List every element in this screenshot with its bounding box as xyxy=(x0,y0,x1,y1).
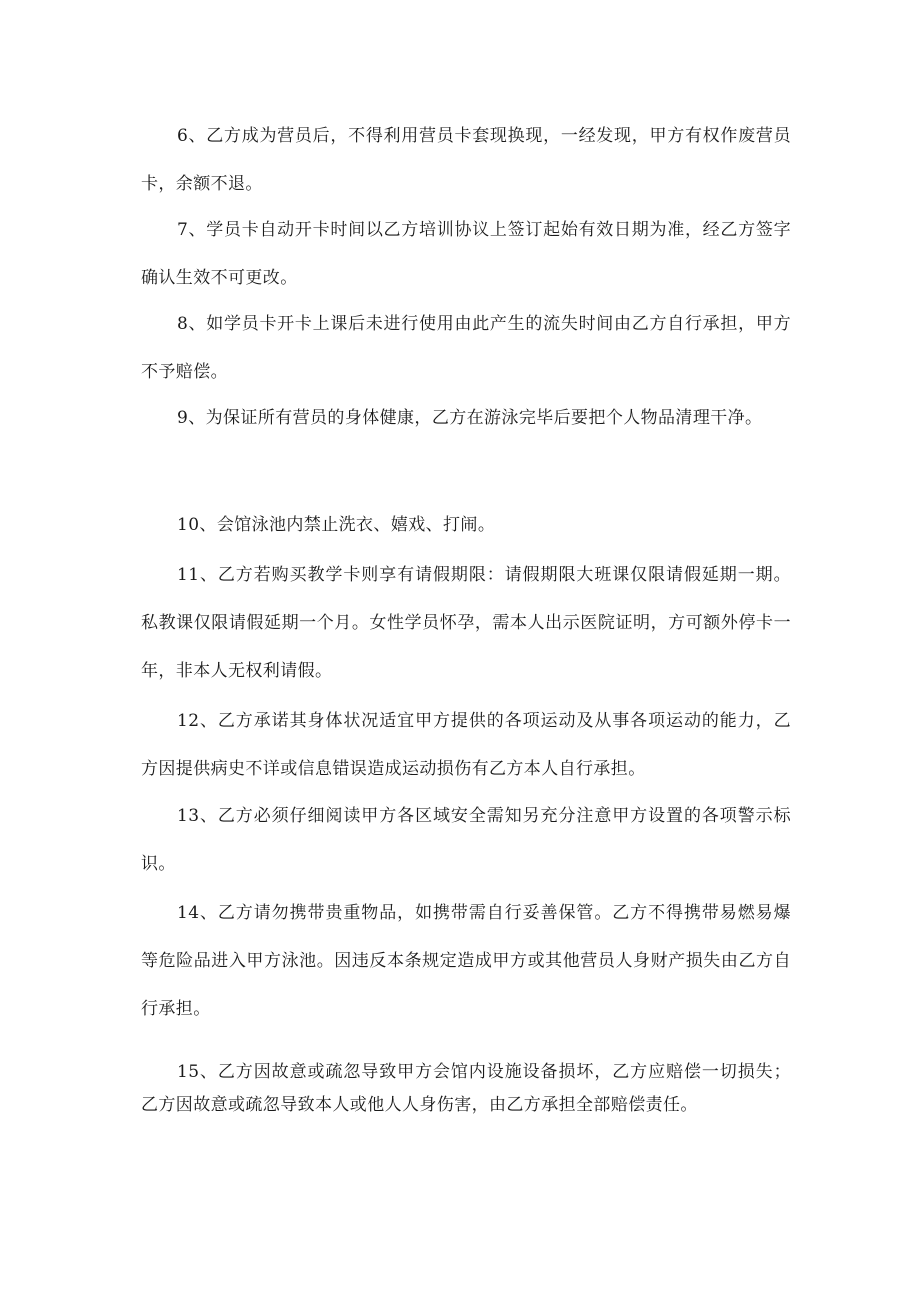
clause-9: 9、为保证所有营员的身体健康，乙方在游泳完毕后要把个人物品清理干净。 xyxy=(177,408,763,428)
clause-7: 7、学员卡自动开卡时间以乙方培训协议上签订起始有效日期为准，经乙方签字确认生效不可更改。 xyxy=(141,220,791,288)
clause-13: 13、乙方必须仔细阅读甲方各区域安全需知另充分注意甲方设置的各项警示标识。 xyxy=(141,806,791,874)
clause-11: 11、乙方若购买教学卡则享有请假期限：请假期限大班课仅限请假延期一期。私教课仅限请假延期一个月。女性学员怀孕，需本人出示医院证明，方可额外停卡一年，非本人无权利请假。 xyxy=(141,565,791,681)
clause-10: 10、会馆泳池内禁止洗衣、嬉戏、打闹。 xyxy=(177,515,496,535)
clause-14: 14、乙方请勿携带贵重物品，如携带需自行妥善保管。乙方不得携带易燃易爆等危险品进入甲方泳池。因违反本条规定造成甲方或其他营员人身财产损失由乙方自行承担。 xyxy=(141,903,791,1019)
clause-6: 6、乙方成为营员后，不得利用营员卡套现换现，一经发现，甲方有权作废营员卡，余额不退。 xyxy=(141,126,791,194)
clause-8: 8、如学员卡开卡上课后未进行使用由此产生的流失时间由乙方自行承担，甲方不予赔偿。 xyxy=(141,314,791,382)
clause-15: 15、乙方因故意或疏忽导致甲方会馆内设施设备损坏，乙方应赔偿一切损失；乙方因故意或疏忽导致本人或他人人身伤害，由乙方承担全部赔偿责任。 xyxy=(141,1062,791,1115)
clause-12: 12、乙方承诺其身体状况适宜甲方提供的各项运动及从事各项运动的能力，乙方因提供病史不详或信息错误造成运动损伤有乙方本人自行承担。 xyxy=(141,711,791,779)
